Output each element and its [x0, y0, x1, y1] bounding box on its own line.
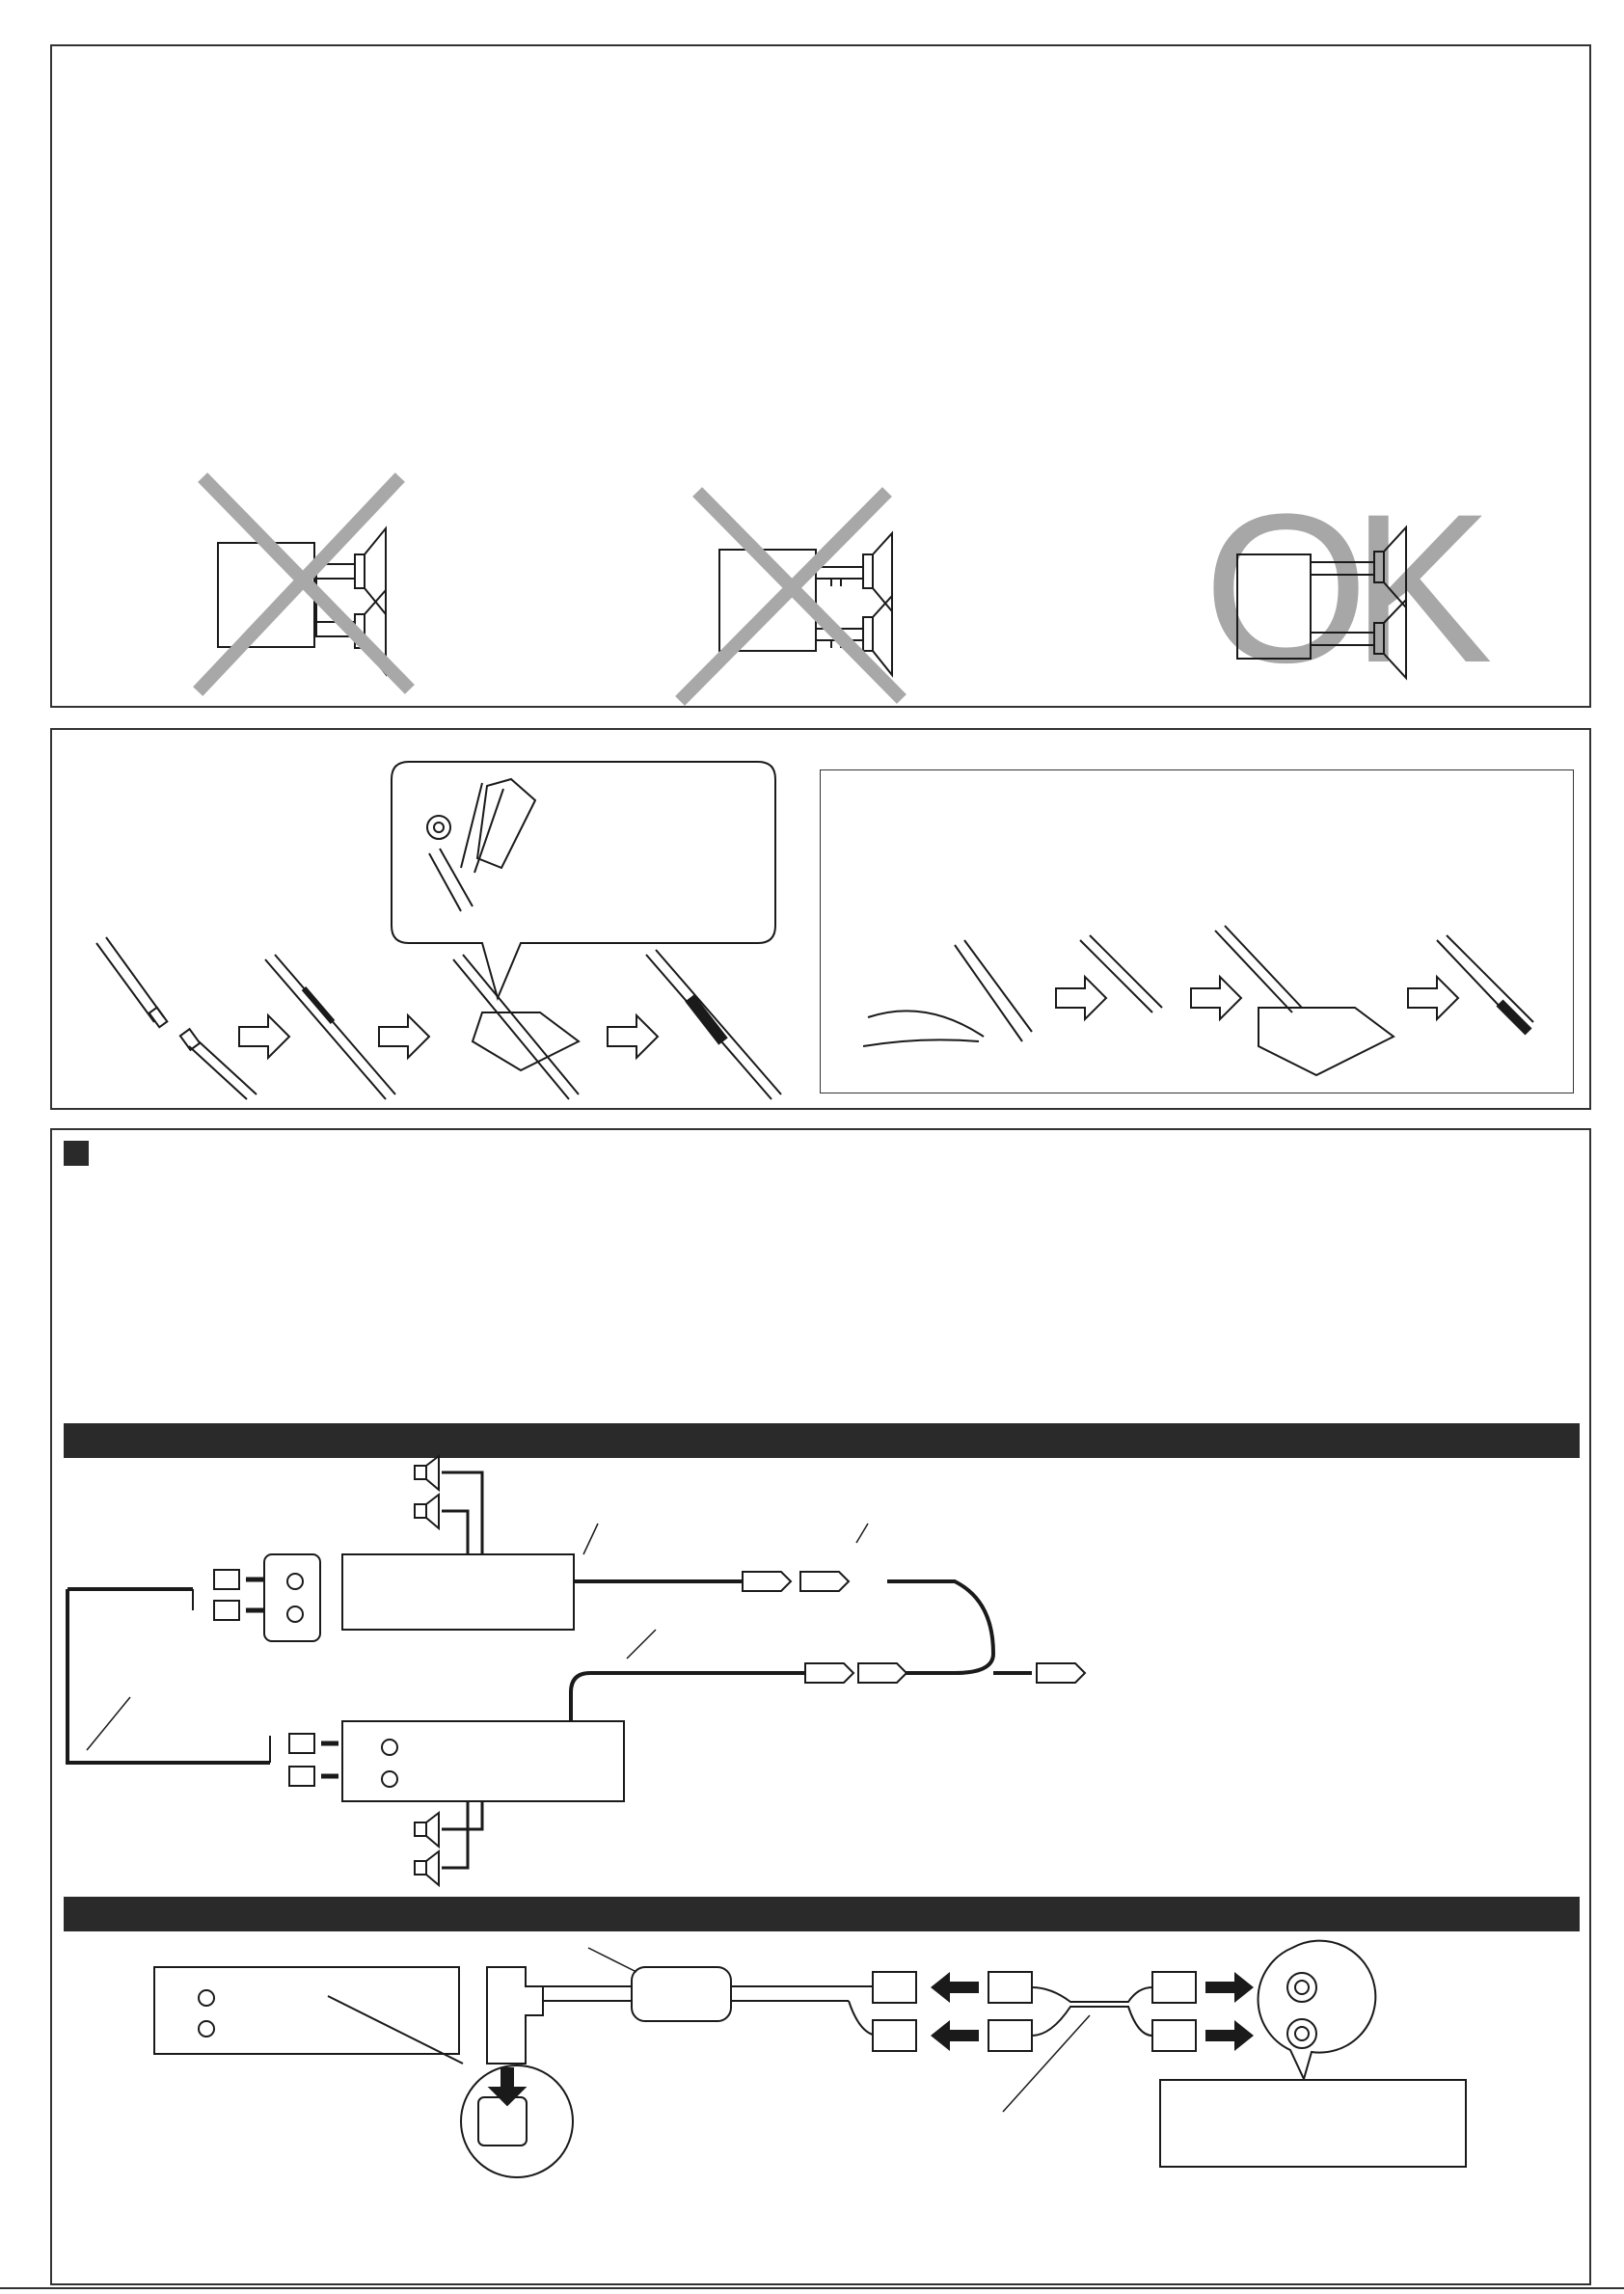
speaker-icon	[415, 1456, 439, 1490]
speaker-icon	[415, 1851, 439, 1885]
amplifier-unit-1	[342, 1554, 574, 1630]
amplifier-connection-diagram	[68, 1456, 1085, 1885]
footer-rule	[0, 2287, 1624, 2289]
speaker-icon	[415, 1495, 439, 1528]
head-unit	[154, 1967, 459, 2054]
external-callout-box	[1160, 2080, 1466, 2167]
noise-filter-box	[632, 1967, 731, 2021]
speaker-icon	[415, 1813, 439, 1847]
amplifier-unit-2	[342, 1721, 624, 1801]
ok-mark: OK	[1204, 470, 1475, 707]
rca-jack-panel	[264, 1554, 320, 1641]
rca-jack-callout	[1259, 1941, 1376, 2079]
external-component-diagram	[154, 1941, 1466, 2177]
